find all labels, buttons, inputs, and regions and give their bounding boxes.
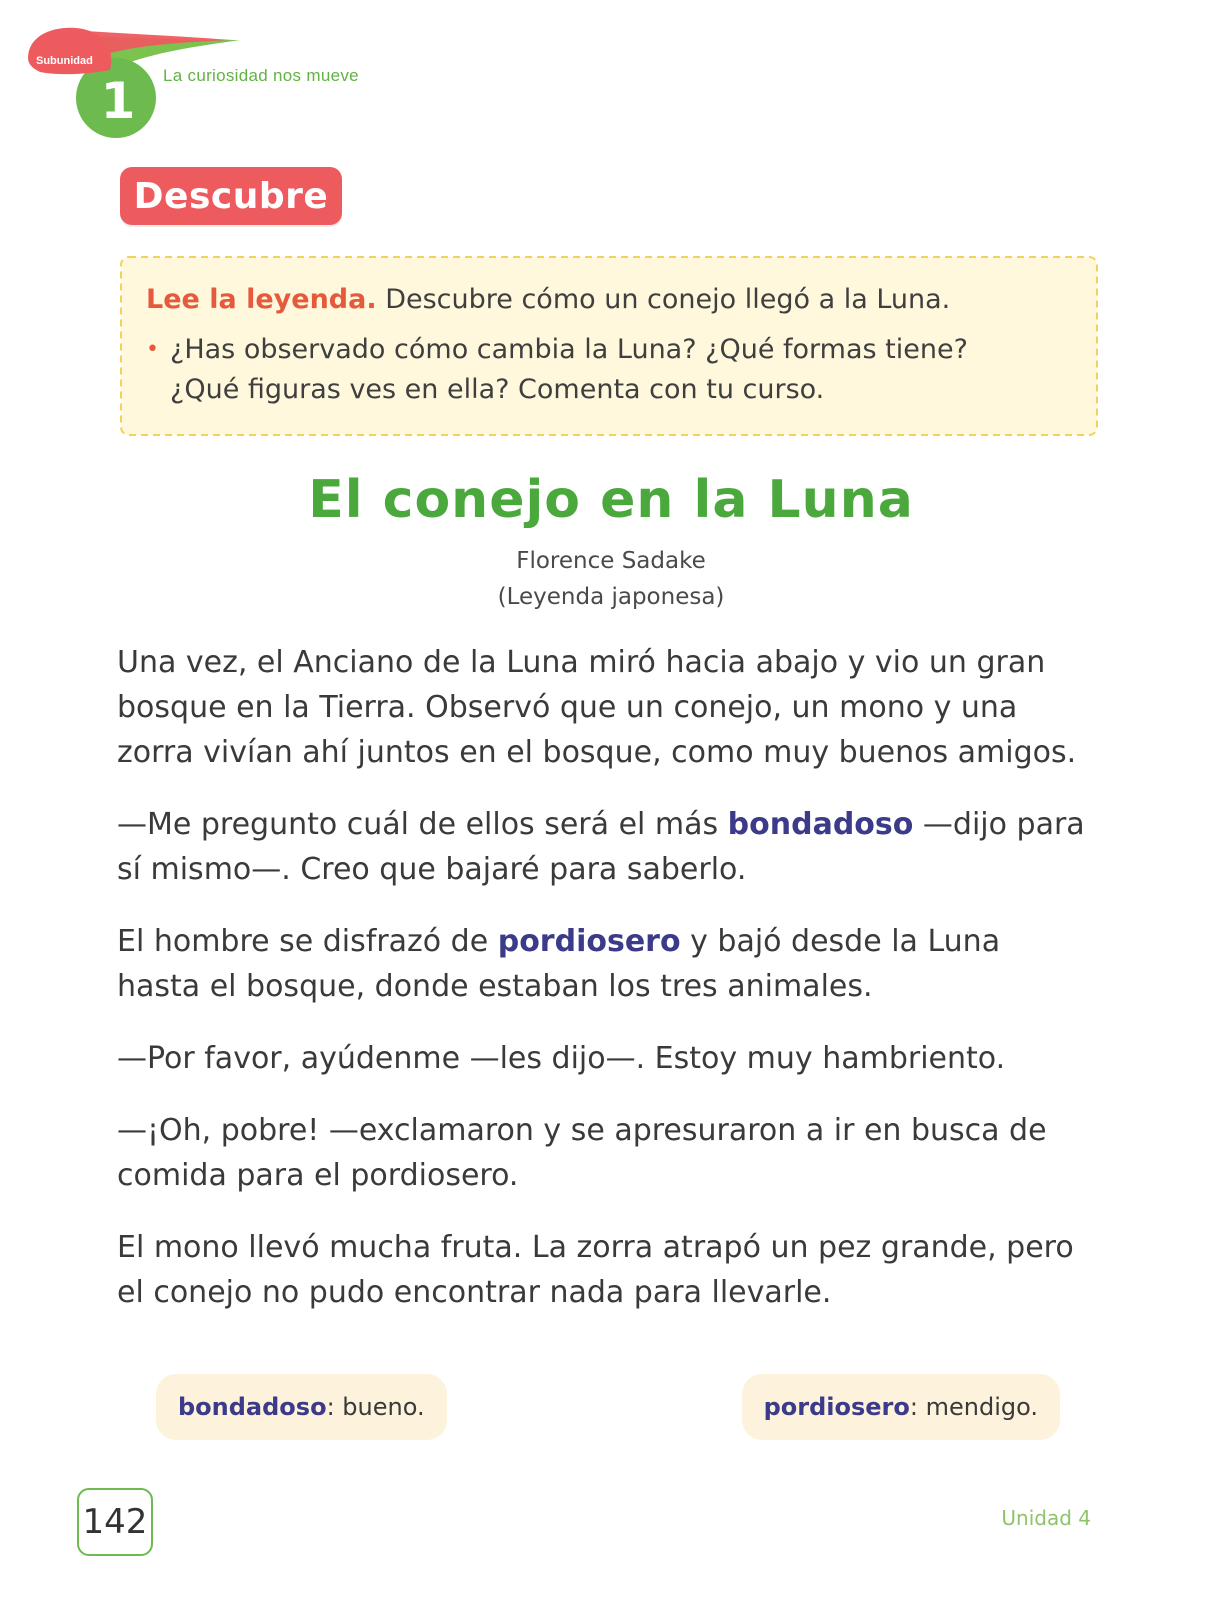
instruction-content bbox=[146, 280, 1070, 410]
bullet-text bbox=[170, 330, 1070, 410]
paragraph-1: Una vez, el Anciano de la Luna miró hacia abajo y vio un gran bosque en la Tierra. Observó que un conejo, un mono y una zorra vivían ahí juntos en el bosque, como muy buenos amigos. bbox=[117, 645, 1077, 770]
instruction-box bbox=[118, 254, 1100, 438]
subunit-number: 1 bbox=[100, 72, 136, 130]
bullet-line-2: ¿Qué figuras ves en ella? Comenta con tu curso. bbox=[170, 374, 825, 405]
paragraph-5: —¡Oh, pobre! —exclamaron y se apresuraron a ir en busca de comida para el pordiosero. bbox=[117, 1113, 1047, 1193]
story-genre: (Leyenda japonesa) bbox=[497, 584, 725, 610]
paragraph-3-before: El hombre se disfrazó de bbox=[117, 924, 498, 959]
story-body bbox=[117, 640, 1092, 1342]
glossary-term: bondadoso bbox=[178, 1393, 327, 1421]
glossary-definition: : mendigo. bbox=[909, 1393, 1038, 1421]
unit-label: Unidad 4 bbox=[1001, 1506, 1091, 1530]
section-label: Descubre bbox=[133, 175, 329, 217]
page-number: 142 bbox=[77, 1488, 153, 1556]
glossary-bondadoso bbox=[156, 1374, 447, 1440]
paragraph-4: —Por favor, ayúdenme —les dijo—. Estoy muy hambriento. bbox=[117, 1041, 1006, 1076]
paragraph-2 bbox=[117, 802, 1092, 892]
story-title: El conejo en la Luna bbox=[308, 470, 914, 530]
keyword-bondadoso: bondadoso bbox=[727, 807, 914, 842]
subunit-label: Subunidad bbox=[36, 55, 93, 67]
paragraph-3 bbox=[117, 919, 1092, 1009]
story-author: Florence Sadake bbox=[516, 548, 706, 574]
glossary-pordiosero bbox=[742, 1374, 1060, 1440]
glossary-term: pordiosero bbox=[763, 1393, 910, 1421]
paragraph-3-after: y bajó desde la Luna hasta el bosque, donde estaban los tres animales. bbox=[117, 924, 1001, 1004]
keyword-pordiosero: pordiosero bbox=[497, 924, 681, 959]
paragraph-2-after: —dijo para sí mismo—. Creo que bajaré para saberlo. bbox=[117, 807, 1085, 887]
subunit-title: La curiosidad nos mueve bbox=[163, 66, 359, 85]
paragraph-6: El mono llevó mucha fruta. La zorra atrapó un pez grande, pero el conejo no pudo encontrar nada para llevarle. bbox=[117, 1230, 1074, 1310]
instruction-line bbox=[146, 280, 1070, 320]
bullet-dot-icon: • bbox=[146, 337, 159, 362]
bullet-line-1: ¿Has observado cómo cambia la Luna? ¿Qué formas tiene? bbox=[170, 334, 968, 365]
instruction-lead: Lee la leyenda. bbox=[146, 284, 377, 315]
section-label-pill bbox=[120, 167, 342, 225]
instruction-text: Descubre cómo un conejo llegó a la Luna. bbox=[376, 284, 951, 315]
glossary-definition: : bueno. bbox=[326, 1393, 425, 1421]
instruction-bullet bbox=[146, 330, 1070, 410]
paragraph-2-before: —Me pregunto cuál de ellos será el más bbox=[117, 807, 728, 842]
